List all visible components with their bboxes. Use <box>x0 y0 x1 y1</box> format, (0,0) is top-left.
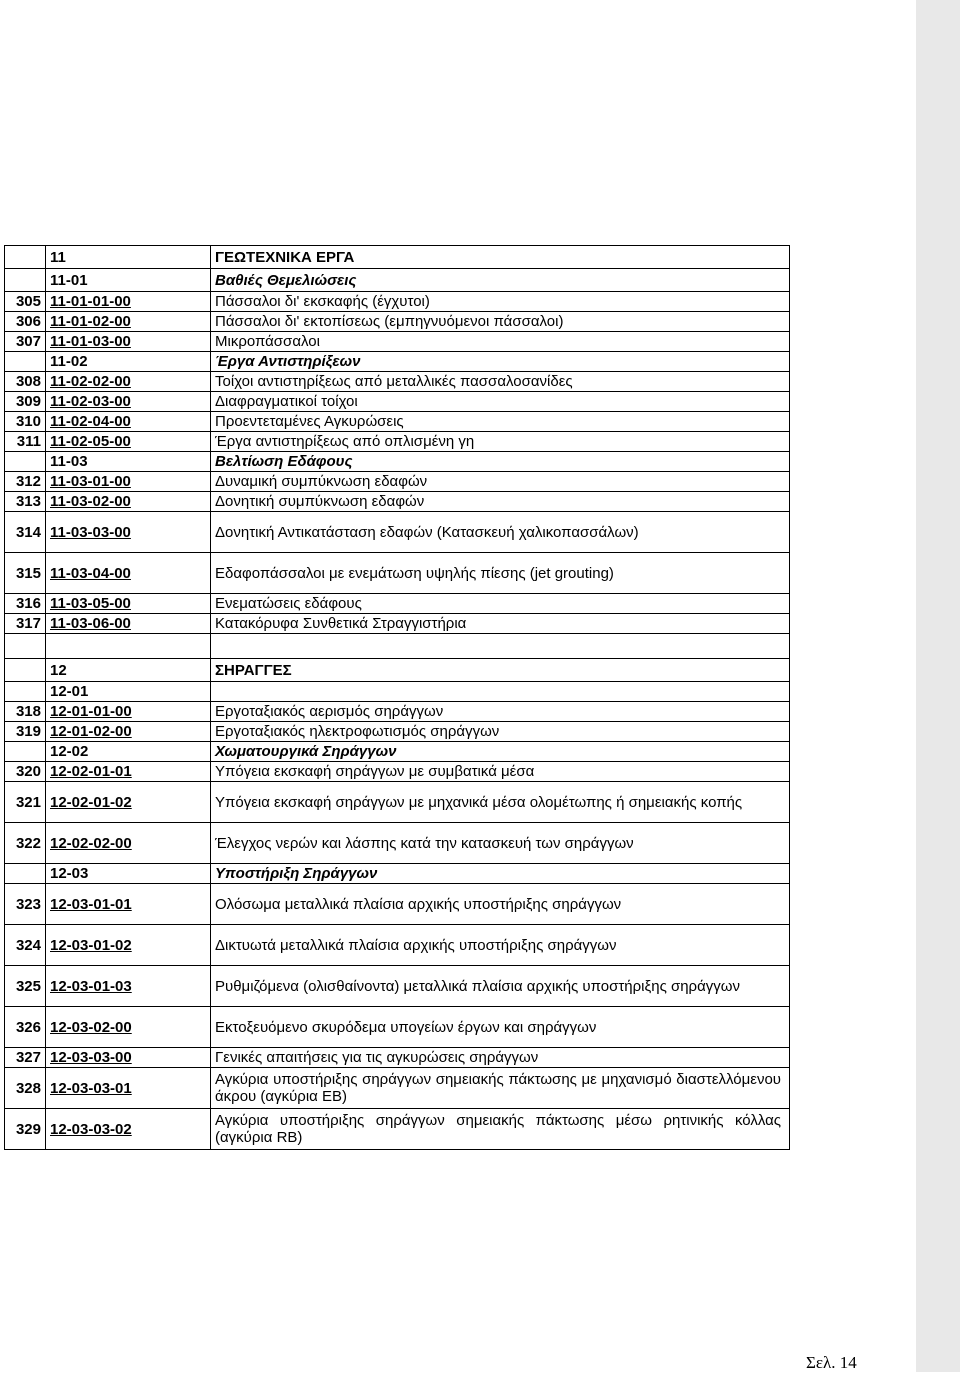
table-row <box>5 702 790 722</box>
item-number: 315 <box>5 553 46 594</box>
item-description: Υπόγεια εκσκαφή σηράγγων με μηχανικά μέσα ολομέτωπης ή σημειακής κοπής <box>211 782 790 823</box>
table-row <box>5 782 790 823</box>
table-row <box>5 392 790 412</box>
item-code: 11-03-01-00 <box>46 472 211 492</box>
item-code: 11-01-01-00 <box>46 292 211 312</box>
item-description: Μικροπάσσαλοι <box>211 332 790 352</box>
item-number: 324 <box>5 925 46 966</box>
item-number: 327 <box>5 1048 46 1068</box>
table-row <box>5 1109 790 1150</box>
empty-cell <box>211 634 790 659</box>
table-row <box>5 492 790 512</box>
item-description <box>211 682 790 702</box>
item-description: Εργοταξιακός αερισμός σηράγγων <box>211 702 790 722</box>
item-number: 325 <box>5 966 46 1007</box>
item-description: Αγκύρια υποστήριξης σηράγγων σημειακής πάκτωσης μέσω ρητινικής κόλλας (αγκύρια RB) <box>211 1109 790 1150</box>
item-number <box>5 659 46 682</box>
empty-cell <box>5 634 46 659</box>
item-code: 11-02 <box>46 352 211 372</box>
table-row <box>5 722 790 742</box>
item-number: 306 <box>5 312 46 332</box>
item-number: 314 <box>5 512 46 553</box>
item-code: 12-01 <box>46 682 211 702</box>
item-number: 305 <box>5 292 46 312</box>
item-code: 11-02-05-00 <box>46 432 211 452</box>
item-code: 11-01 <box>46 269 211 292</box>
item-code: 12-03 <box>46 864 211 884</box>
item-code: 12-02-01-02 <box>46 782 211 823</box>
item-description: Τοίχοι αντιστηρίξεως από μεταλλικές πασσαλοσανίδες <box>211 372 790 392</box>
item-description: Γενικές απαιτήσεις για τις αγκυρώσεις σηράγγων <box>211 1048 790 1068</box>
item-description: Ρυθμιζόμενα (ολισθαίνοντα) μεταλλικά πλαίσια αρχικής υποστήριξης σηράγγων <box>211 966 790 1007</box>
item-number <box>5 864 46 884</box>
table-row <box>5 452 790 472</box>
table-row <box>5 659 790 682</box>
item-description: Προεντεταμένες Αγκυρώσεις <box>211 412 790 432</box>
item-number: 312 <box>5 472 46 492</box>
item-code: 12-03-01-02 <box>46 925 211 966</box>
table-row <box>5 884 790 925</box>
item-description: Εργοταξιακός ηλεκτροφωτισμός σηράγγων <box>211 722 790 742</box>
item-code: 11-03 <box>46 452 211 472</box>
item-description: Έργα αντιστηρίξεως από οπλισμένη γη <box>211 432 790 452</box>
item-description: ΣΗΡΑΓΓΕΣ <box>211 659 790 682</box>
table-row <box>5 412 790 432</box>
table-row <box>5 372 790 392</box>
item-code: 11-02-04-00 <box>46 412 211 432</box>
item-description: Δονητική Αντικατάσταση εδαφών (Κατασκευή χαλικοπασσάλων) <box>211 512 790 553</box>
item-description: Υποστήριξη Σηράγγων <box>211 864 790 884</box>
item-code: 12-02 <box>46 742 211 762</box>
item-number: 309 <box>5 392 46 412</box>
item-code: 11-02-03-00 <box>46 392 211 412</box>
item-number: 307 <box>5 332 46 352</box>
table-row <box>5 269 790 292</box>
item-number: 313 <box>5 492 46 512</box>
table-row <box>5 1007 790 1048</box>
item-code: 11-02-02-00 <box>46 372 211 392</box>
table-row <box>5 1048 790 1068</box>
item-code: 12-01-02-00 <box>46 722 211 742</box>
table-row <box>5 246 790 269</box>
table-row <box>5 762 790 782</box>
table-row <box>5 742 790 762</box>
item-code: 12-01-01-00 <box>46 702 211 722</box>
table-row <box>5 292 790 312</box>
item-description: Διαφραγματικοί τοίχοι <box>211 392 790 412</box>
item-description: Αγκύρια υποστήριξης σηράγγων σημειακής πάκτωσης με μηχανισμό διαστελλόμενου άκρου (αγκύρια ΕΒ) <box>211 1068 790 1109</box>
item-code: 12-03-01-01 <box>46 884 211 925</box>
item-description: Δυναμική συμπύκνωση εδαφών <box>211 472 790 492</box>
table-row <box>5 925 790 966</box>
item-code: 12-03-02-00 <box>46 1007 211 1048</box>
item-description: Έργα Αντιστηρίξεων <box>211 352 790 372</box>
item-number: 311 <box>5 432 46 452</box>
item-code: 11-03-02-00 <box>46 492 211 512</box>
item-number: 320 <box>5 762 46 782</box>
item-code: 11-03-03-00 <box>46 512 211 553</box>
item-number: 316 <box>5 594 46 614</box>
item-number <box>5 742 46 762</box>
item-number: 317 <box>5 614 46 634</box>
empty-cell <box>46 634 211 659</box>
table-row <box>5 864 790 884</box>
item-number: 319 <box>5 722 46 742</box>
item-description: Υπόγεια εκσκαφή σηράγγων με συμβατικά μέσα <box>211 762 790 782</box>
side-scrollbar[interactable] <box>916 0 960 1372</box>
item-description: Εκτοξευόμενο σκυρόδεμα υπογείων έργων και σηράγγων <box>211 1007 790 1048</box>
item-number: 318 <box>5 702 46 722</box>
item-description: Ενεματώσεις εδάφους <box>211 594 790 614</box>
table-row <box>5 512 790 553</box>
item-description: Έλεγχος νερών και λάσπης κατά την κατασκευή των σηράγγων <box>211 823 790 864</box>
item-number <box>5 682 46 702</box>
item-code: 12-03-03-01 <box>46 1068 211 1109</box>
item-code: 11 <box>46 246 211 269</box>
table-row <box>5 332 790 352</box>
item-description: Δονητική συμπύκνωση εδαφών <box>211 492 790 512</box>
item-description: ΓΕΩΤΕΧΝΙΚΑ ΕΡΓΑ <box>211 246 790 269</box>
item-description: Βελτίωση Εδάφους <box>211 452 790 472</box>
item-number: 323 <box>5 884 46 925</box>
item-description: Χωματουργικά Σηράγγων <box>211 742 790 762</box>
table-row <box>5 432 790 452</box>
item-code: 12-03-03-00 <box>46 1048 211 1068</box>
item-number: 329 <box>5 1109 46 1150</box>
item-description: Δικτυωτά μεταλλικά πλαίσια αρχικής υποστήριξης σηράγγων <box>211 925 790 966</box>
item-code: 12-03-01-03 <box>46 966 211 1007</box>
item-code: 11-03-05-00 <box>46 594 211 614</box>
table-row <box>5 594 790 614</box>
table-row <box>5 823 790 864</box>
table-row <box>5 553 790 594</box>
table-row-empty <box>5 634 790 659</box>
table-row <box>5 1068 790 1109</box>
item-description: Εδαφοπάσσαλοι με ενεμάτωση υψηλής πίεσης (jet grouting) <box>211 553 790 594</box>
item-description: Ολόσωμα μεταλλικά πλαίσια αρχικής υποστήριξης σηράγγων <box>211 884 790 925</box>
item-number <box>5 246 46 269</box>
item-code: 12-03-03-02 <box>46 1109 211 1150</box>
item-code: 11-03-06-00 <box>46 614 211 634</box>
item-number: 322 <box>5 823 46 864</box>
item-number: 321 <box>5 782 46 823</box>
page-number: Σελ. 14 <box>806 1353 857 1372</box>
item-description: Βαθιές Θεμελιώσεις <box>211 269 790 292</box>
item-description: Πάσσαλοι δι' εκσκαφής (έγχυτοι) <box>211 292 790 312</box>
item-code: 12 <box>46 659 211 682</box>
table-row <box>5 352 790 372</box>
item-number: 326 <box>5 1007 46 1048</box>
item-number: 328 <box>5 1068 46 1109</box>
item-number <box>5 352 46 372</box>
item-description: Κατακόρυφα Συνθετικά Στραγγιστήρια <box>211 614 790 634</box>
table-row <box>5 312 790 332</box>
table-row <box>5 472 790 492</box>
item-code: 11-01-02-00 <box>46 312 211 332</box>
table-row <box>5 966 790 1007</box>
item-number <box>5 452 46 472</box>
work-items-table <box>4 245 790 1150</box>
item-code: 12-02-02-00 <box>46 823 211 864</box>
item-code: 12-02-01-01 <box>46 762 211 782</box>
item-number <box>5 269 46 292</box>
item-number: 310 <box>5 412 46 432</box>
item-code: 11-03-04-00 <box>46 553 211 594</box>
item-number: 308 <box>5 372 46 392</box>
item-code: 11-01-03-00 <box>46 332 211 352</box>
item-description: Πάσσαλοι δι' εκτοπίσεως (εμπηγνυόμενοι πάσσαλοι) <box>211 312 790 332</box>
table-row <box>5 614 790 634</box>
table-row <box>5 682 790 702</box>
